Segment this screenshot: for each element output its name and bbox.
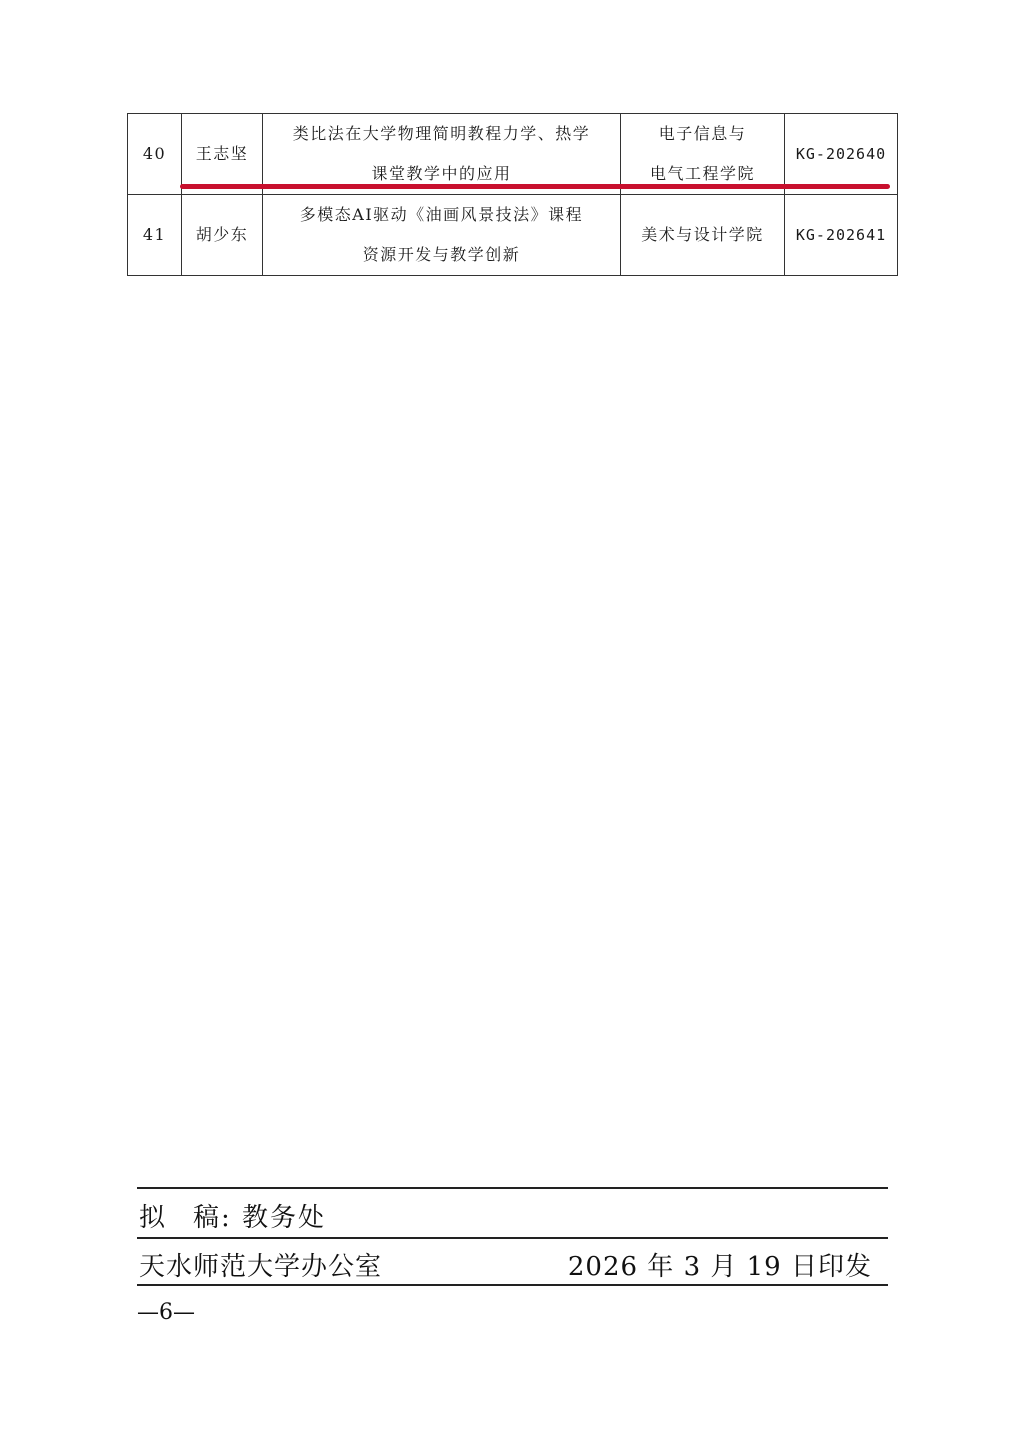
drafter-line [139, 1197, 326, 1234]
project-title-line: 多模态AI驱动《油画风景技法》课程 [299, 205, 584, 224]
table-row [128, 114, 898, 195]
college [621, 195, 785, 276]
college-line: 美术与设计学院 [641, 225, 764, 244]
project-title-line: 资源开发与教学创新 [362, 245, 521, 264]
drafter-label-char: 稿: [193, 1203, 232, 1233]
issuer: 天水师范大学办公室 [139, 1252, 383, 1282]
drafter-label-char: 拟 [139, 1203, 168, 1233]
person-name: 王志坚 [182, 114, 263, 195]
row-number: 41 [128, 195, 182, 276]
footer-rule-middle [137, 1237, 888, 1239]
issue-date: 2026 年 3 月 19 日印发 [567, 1252, 872, 1282]
college-line: 电子信息与 [658, 124, 747, 143]
person-name: 胡少东 [182, 195, 263, 276]
project-title [263, 195, 621, 276]
project-code: KG-202641 [785, 195, 898, 276]
footer-rule-bottom [137, 1284, 888, 1286]
college-line: 电气工程学院 [649, 164, 755, 183]
project-code: KG-202640 [785, 114, 898, 195]
table-row [128, 195, 898, 276]
footer-rule-top [137, 1187, 888, 1189]
drafter-value: 教务处 [242, 1203, 327, 1233]
college [621, 114, 785, 195]
project-table [127, 113, 898, 276]
red-highlight-line [180, 184, 890, 189]
project-title-line: 课堂教学中的应用 [371, 164, 512, 183]
project-title-line: 类比法在大学物理简明教程力学、热学 [292, 124, 591, 143]
page-number: —6— [137, 1300, 195, 1325]
project-title [263, 114, 621, 195]
row-number: 40 [128, 114, 182, 195]
